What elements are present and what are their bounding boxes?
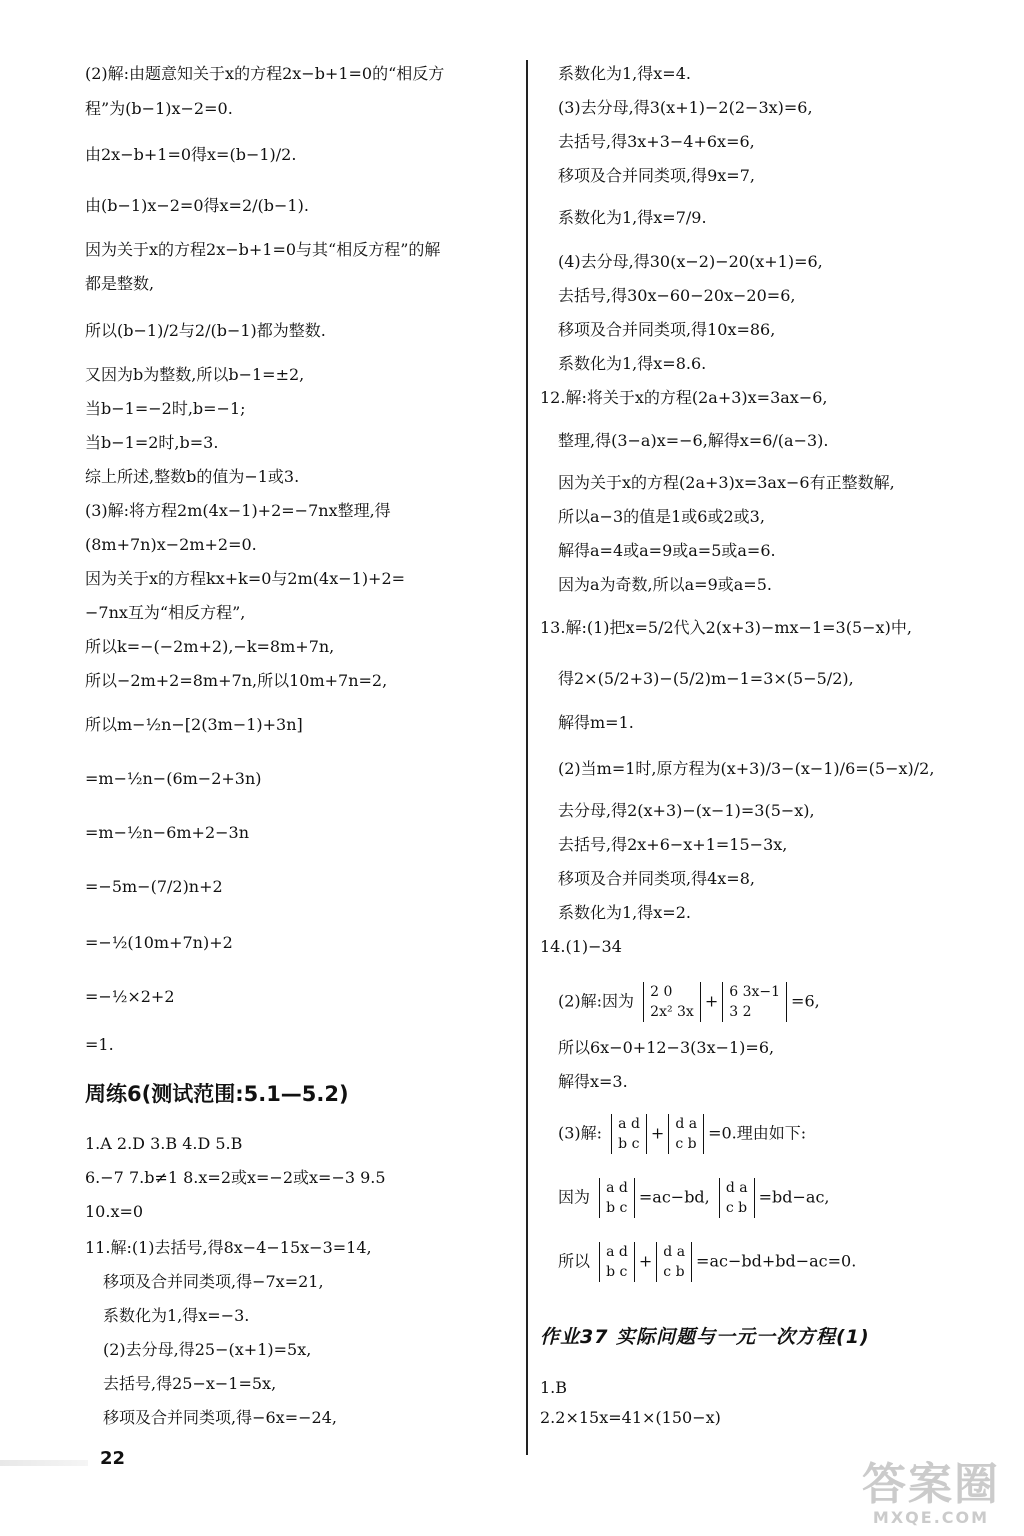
det-row: 6 3x−1 [729,984,781,1000]
det-row: c b [675,1136,697,1152]
answer-line: 因为关于x的方程2x−b+1=0与其“相反方程”的解 [85,240,441,259]
answer-line: 14.(1)−34 [540,937,622,956]
answer-line: 6.−7 7.b≠1 8.x=2或x=−2或x=−3 9.5 [85,1168,386,1187]
q14-3-line: (3)解: a d b c + d a c b =0.理由如下: [558,1116,807,1152]
so-end: =ac−bd+bd−ac=0. [696,1251,857,1271]
answer-line: 移项及合并同类项,得4x=8, [558,869,755,888]
answer-line: 因为关于x的方程kx+k=0与2m(4x−1)+2= [85,569,406,588]
det-row: a d [606,1180,628,1196]
answer-line: 解得a=4或a=9或a=5或a=6. [558,541,776,560]
answer-line: =−5m−(7/2)n+2 [85,877,223,896]
det-row: c b [663,1264,685,1280]
det-row: 3 2 [729,1004,752,1020]
because-mid: =ac−bd, [638,1187,710,1207]
answer-line: (2)解:由题意知关于x的方程2x−b+1=0的“相反方 [85,64,445,83]
column-divider [526,60,528,1455]
q14-2-suffix: =6, [791,991,820,1011]
determinant-4 [668,1114,704,1154]
answer-line: (3)解:将方程2m(4x−1)+2=−7nx整理,得 [85,501,391,520]
determinant-1 [643,982,701,1022]
q14-3-prefix: (3)解: [558,1123,603,1143]
det-row: b c [618,1136,640,1152]
answer-line: 得2×(5/2+3)−(5/2)m−1=3×(5−5/2), [558,669,854,688]
answer-line: (4)去分母,得30(x−2)−20(x+1)=6, [558,252,823,271]
answer-line: −7nx互为“相反方程”, [85,603,246,622]
det-row: 2 0 [650,984,673,1000]
det-row: d a [663,1244,686,1260]
watermark-sub: MXQE.COM [872,1508,990,1527]
answer-line: 由2x−b+1=0得x=(b−1)/2. [85,145,297,164]
det-row: d a [675,1116,698,1132]
because-line [540,1178,830,1218]
answer-line: 都是整数, [85,274,155,293]
answer-line: (2)当m=1时,原方程为(x+3)/3−(x−1)/6=(5−x)/2, [558,759,935,778]
det-row: b c [606,1264,628,1280]
answer-line: 解得x=3. [558,1072,628,1091]
answer-line: 去括号,得3x+3−4+6x=6, [558,132,755,151]
determinant-5 [599,1178,635,1218]
because-end: =bd−ac, [758,1187,830,1207]
answer-line: 11.解:(1)去括号,得8x−4−15x−3=14, [85,1238,372,1257]
answer-line: =−½(10m+7n)+2 [85,933,233,952]
answer-line: 系数化为1,得x=8.6. [558,354,707,373]
answer-line: =1. [85,1035,114,1054]
answer-line: 程”为(b−1)x−2=0. [85,99,233,118]
answer-line: 所以(b−1)/2与2/(b−1)都为整数. [85,321,326,340]
answer-line: 去括号,得2x+6−x+1=15−3x, [558,835,788,854]
answer-line: =m−½n−(6m−2+3n) [85,769,262,788]
answer-line: 1.A 2.D 3.B 4.D 5.B [85,1134,243,1153]
answer-line: 1.B [540,1378,568,1397]
answer-line: 13.解:(1)把x=5/2代入2(x+3)−mx−1=3(5−x)中, [540,618,912,637]
answer-line: 整理,得(3−a)x=−6,解得x=6/(a−3). [558,431,829,450]
answer-line: 移项及合并同类项,得−6x=−24, [103,1408,337,1427]
answer-line: 所以k=−(−2m+2),−k=8m+7n, [85,637,335,656]
answer-line: 所以m−½n−[2(3m−1)+3n] [85,715,303,734]
determinant-8 [656,1242,692,1282]
answer-line: 系数化为1,得x=4. [558,64,691,83]
answer-line: 移项及合并同类项,得10x=86, [558,320,776,339]
answer-line: =−½×2+2 [85,987,175,1006]
answer-line: 所以−2m+2=8m+7n,所以10m+7n=2, [85,671,388,690]
answer-line: 当b−1=−2时,b=−1; [85,399,246,418]
answer-line: =m−½n−6m+2−3n [85,823,250,842]
answer-line: 所以6x−0+12−3(3x−1)=6, [558,1038,775,1057]
answer-line: 去括号,得25−x−1=5x, [103,1374,277,1393]
det-row: a d [618,1116,640,1132]
answer-line: 又因为b为整数,所以b−1=±2, [85,365,305,384]
determinant-7 [599,1242,635,1282]
so-line: 所以 a d b c + d a c b =ac−bd+bd−ac=0. [558,1244,857,1280]
footer-bar [0,1460,88,1466]
because-prefix: 因为 [558,1187,591,1207]
answer-line: 当b−1=2时,b=3. [85,433,219,452]
answer-line: 系数化为1,得x=2. [558,903,691,922]
answer-line: (2)去分母,得25−(x+1)=5x, [103,1340,312,1359]
det-row: b c [606,1200,628,1216]
q14-2-line: (2)解:因为 2 0 2x² 3x + 6 3x−1 3 2 =6, [558,984,820,1020]
det-row: 2x² 3x [650,1004,694,1020]
answer-line: (3)去分母,得3(x+1)−2(2−3x)=6, [558,98,813,117]
answer-line: 移项及合并同类项,得9x=7, [558,166,755,185]
determinant-6 [719,1178,755,1218]
q14-2-prefix: (2)解:因为 [558,991,635,1011]
det-row: c b [725,1200,748,1216]
determinant-3 [611,1114,647,1154]
answer-line: 去括号,得30x−60−20x−20=6, [558,286,796,305]
answer-line: 移项及合并同类项,得−7x=21, [103,1272,324,1291]
page-number: 22 [100,1448,126,1469]
det-row: a d [606,1244,628,1260]
answer-line: 去分母,得2(x+3)−(x−1)=3(5−x), [558,801,815,820]
answer-line: 10.x=0 [85,1202,144,1221]
determinant-2 [722,982,787,1022]
answer-line: 所以a−3的值是1或6或2或3, [558,507,765,526]
det-row: d a [725,1180,748,1196]
answer-line: 因为a为奇数,所以a=9或a=5. [558,575,772,594]
answer-line: 12.解:将关于x的方程(2a+3)x=3ax−6, [540,388,828,407]
homework-title: 作业37 实际问题与一元一次方程(1) [540,1326,870,1348]
answer-line: 综上所述,整数b的值为−1或3. [85,467,300,486]
answer-line: 由(b−1)x−2=0得x=2/(b−1). [85,196,309,215]
answer-line: 解得m=1. [558,713,634,732]
watermark-logo [846,1459,1016,1532]
answer-line: (8m+7n)x−2m+2=0. [85,535,257,554]
answer-line: 系数化为1,得x=−3. [103,1306,250,1325]
so-prefix: 所以 [558,1251,591,1271]
section-title: 周练6(测试范围:5.1—5.2) [85,1082,349,1106]
answer-line: 系数化为1,得x=7/9. [558,208,707,227]
answer-line: 因为关于x的方程(2a+3)x=3ax−6有正整数解, [558,473,895,492]
answer-line: 2.2×15x=41×(150−x) [540,1408,721,1427]
watermark-main: 答案圈 [862,1459,1000,1510]
q14-3-suffix: =0.理由如下: [708,1123,807,1143]
